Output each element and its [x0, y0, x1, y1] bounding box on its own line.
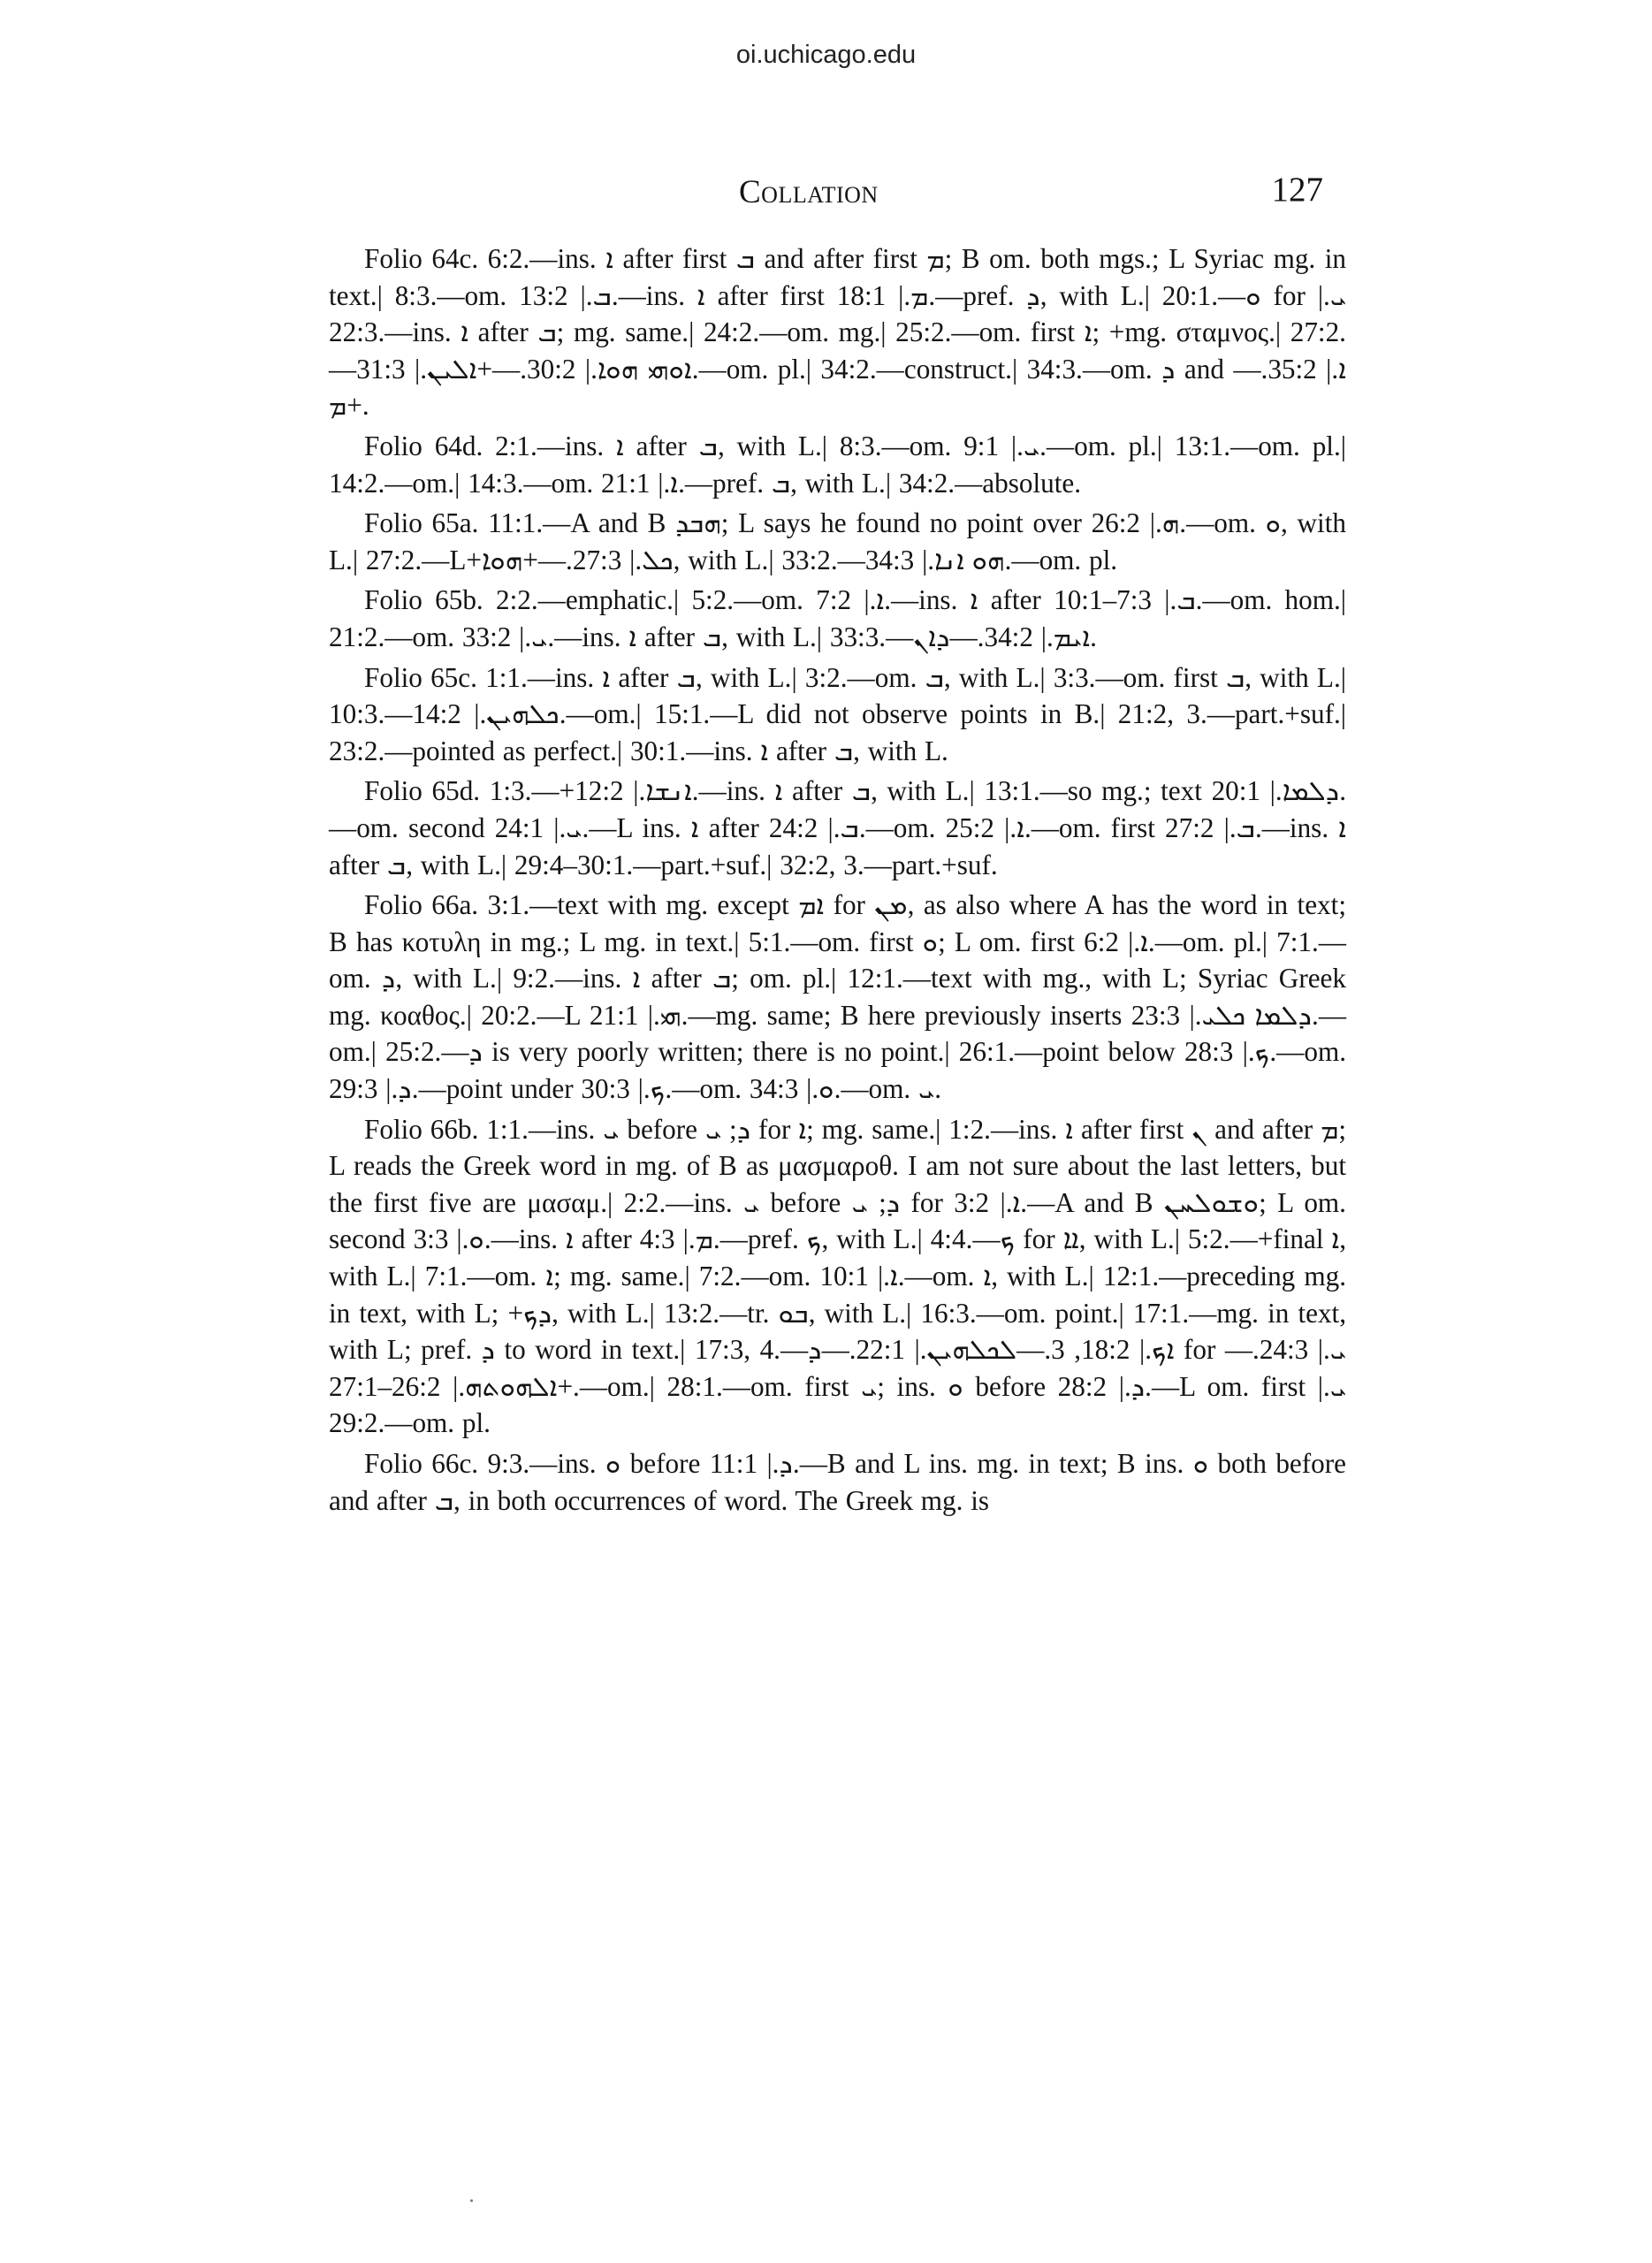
- scan-speck: [470, 2199, 473, 2202]
- folio-entry-66b: Folio 66b. 1:1.—ins. ܝ before ܕ; ܝ for ܐ; mg. same.| 1:2.—ins. ܐ after first ܢ and after ܡ; L reads the Greek word in mg. of B as μασμαροθ. I am not sure about the last letters, but the first five are μασαμ.| 2:2.—ins. ܝ before ܕ; ܝ for ܐ.| 3:2.—A and B ܘܫܘܠܚܢ; L om. second ܘ.| 3:3.—ins. ܐ after ܡ.| 4:3.—pref. ܟ, with L.| 4:4.—ܟ for ܐܐ, with L.| 5:2.—+final ܐ, with L.| 7:1.—om. ܐ; mg. same.| 7:2.—om. ܐ.| 10:1.—om. ܐ, with L.| 12:1.—preceding mg. in text, with L; +ܕܟ, with L.| 13:2.—tr. ܒܘ, with L.| 16:3.—om. point.| 17:1.—mg. in text, with L; pref. ܕ to word in text.| 17:3, 4.—ܐܟ.| 18:2, 3.—ܠܟܠܗܝܢ.| 22:1.—ܕ for ܝ.| 24:3.—+ܐܠܗܘܬܗ.| 26:2–27:1.—om.| 28:1.—om. first ܝ; ins. ܘ before ܕ.| 28:2.—L om. first ܝ.| 29:2.—om. pl.: [329, 1113, 1347, 1439]
- folio-entry-66a: Folio 66a. 3:1.—text with mg. except ܐܡ for ܡܢ, as also where A has the word in text; B has κοτυλη in mg.; L mg. in text.| 5:1.—om. first ܘ; L om. first ܐ.| 6:2.—om. pl.| 7:1.—om. ܕ, with L.| 9:2.—ins. ܐ after ܒ; om. pl.| 12:1.—text with mg., with L; Syriac Greek mg. κοαθος.| 20:2.—L ܗܝ.| 21:1.—mg. same; B here previously inserts ܕܠܡܐ ܟܠܝ.| 23:3.—om.| 25:2.—ܕ is very poorly written; there is no point.| 26:1.—point below ܟ.| 28:3.—om. ܕ.| 29:3.—point under ܟ.| 30:3.—om. ܘ.| 34:3.—om. ܝ.: [329, 889, 1347, 1105]
- folio-entry-65a: Folio 65a. 11:1.—A and B ܗܒܕ; L says he found no point over ܗ.| 26:2.—om. ܘ, with L.| 27:2.—L+ܟܠ.| 27:3.—+ܗܘܐ, with L.| 33:2.—ܗܘ ܐܢܐ.| 34:3.—om. pl.: [329, 507, 1346, 575]
- folio-entry-64d: Folio 64d. 2:1.—ins. ܐ after ܒ, with L.| 8:3.—om. ܝ.| 9:1.—om. pl.| 13:1.—om. pl.| 14:2.—om.| 14:3.—om. ܐ.| 21:1.—pref. ܒ, with L.| 34:2.—absolute.: [329, 430, 1347, 499]
- folio-entry-65b: Folio 65b. 2:2.—emphatic.| 5:2.—om. ܐ.| 7:2.—ins. ܐ after ܒ.| 7:3–10:1.—om. hom.| 21:2.—om. ܝ.| 33:2.—ins. ܐ after ܒ, with L.| 33:3.—ܐܝܡ.| 34:2.—ܕܐܢ.: [329, 584, 1347, 652]
- folio-entry-64c: Folio 64c. 6:2.—ins. ܐ after first ܒ and after first ܡ; B om. both mgs.; L Syriac mg. in text.| 8:3.—om. ܒ.| 13:2.—ins. ܐ after first ܡ.| 18:1.—pref. ܕ, with L.| 20:1.—ܘ for ܝ.| 22:3.—ins. ܐ after ܒ; mg. same.| 24:2.—om. mg.| 25:2.—om. first ܐ; +mg. σταμνος.| 27:2.—ܐܘܗܝ ܗܘܐ.| 30:2.—+ܐܠܝܢ.| 31:3.—om. pl.| 34:2.—construct.| 34:3.—om. ܕ and ܐ.| 35:2.—+ܡ.: [329, 243, 1347, 422]
- source-url: oi.uchicago.edu: [735, 41, 917, 69]
- page-number: 127: [1271, 171, 1323, 209]
- folio-entry-65c: Folio 65c. 1:1.—ins. ܐ after ܒ, with L.| 3:2.—om. ܒ, with L.| 3:3.—om. first ܒ, with L.| 10:3.—ܟܠܗܝܢ.| 14:2.—om.| 15:1.—L did not observe points in B.| 21:2, 3.—part.+suf.| 23:2.—pointed as perfect.| 30:1.—ins. ܐ after ܒ, with L.: [329, 661, 1346, 766]
- folio-entry-65d: Folio 65d. 1:3.—+ܐܢܫܐ.| 12:2.—ins. ܐ after ܒ, with L.| 13:1.—so mg.; text ܕܠܡܐ.| 20:1.—om. second ܝ.| 24:1.—L ins. ܐ after ܒ.| 24:2.—om. ܐ.| 25:2.—om. first ܒ.| 27:2.—ins. ܐ after ܒ, with L.| 29:4–30:1.—part.+suf.| 32:2, 3.—part.+suf.: [329, 775, 1347, 880]
- folio-entry-66c: Folio 66c. 9:3.—ins. ܘ before ܕ.| 11:1.—B and L ins. mg. in text; B ins. ܘ both before and after ܒ, in both occurrences of word. The Greek mg. is: [329, 1448, 1346, 1516]
- running-title: Collation: [739, 174, 879, 210]
- collation-body: [329, 240, 1346, 1522]
